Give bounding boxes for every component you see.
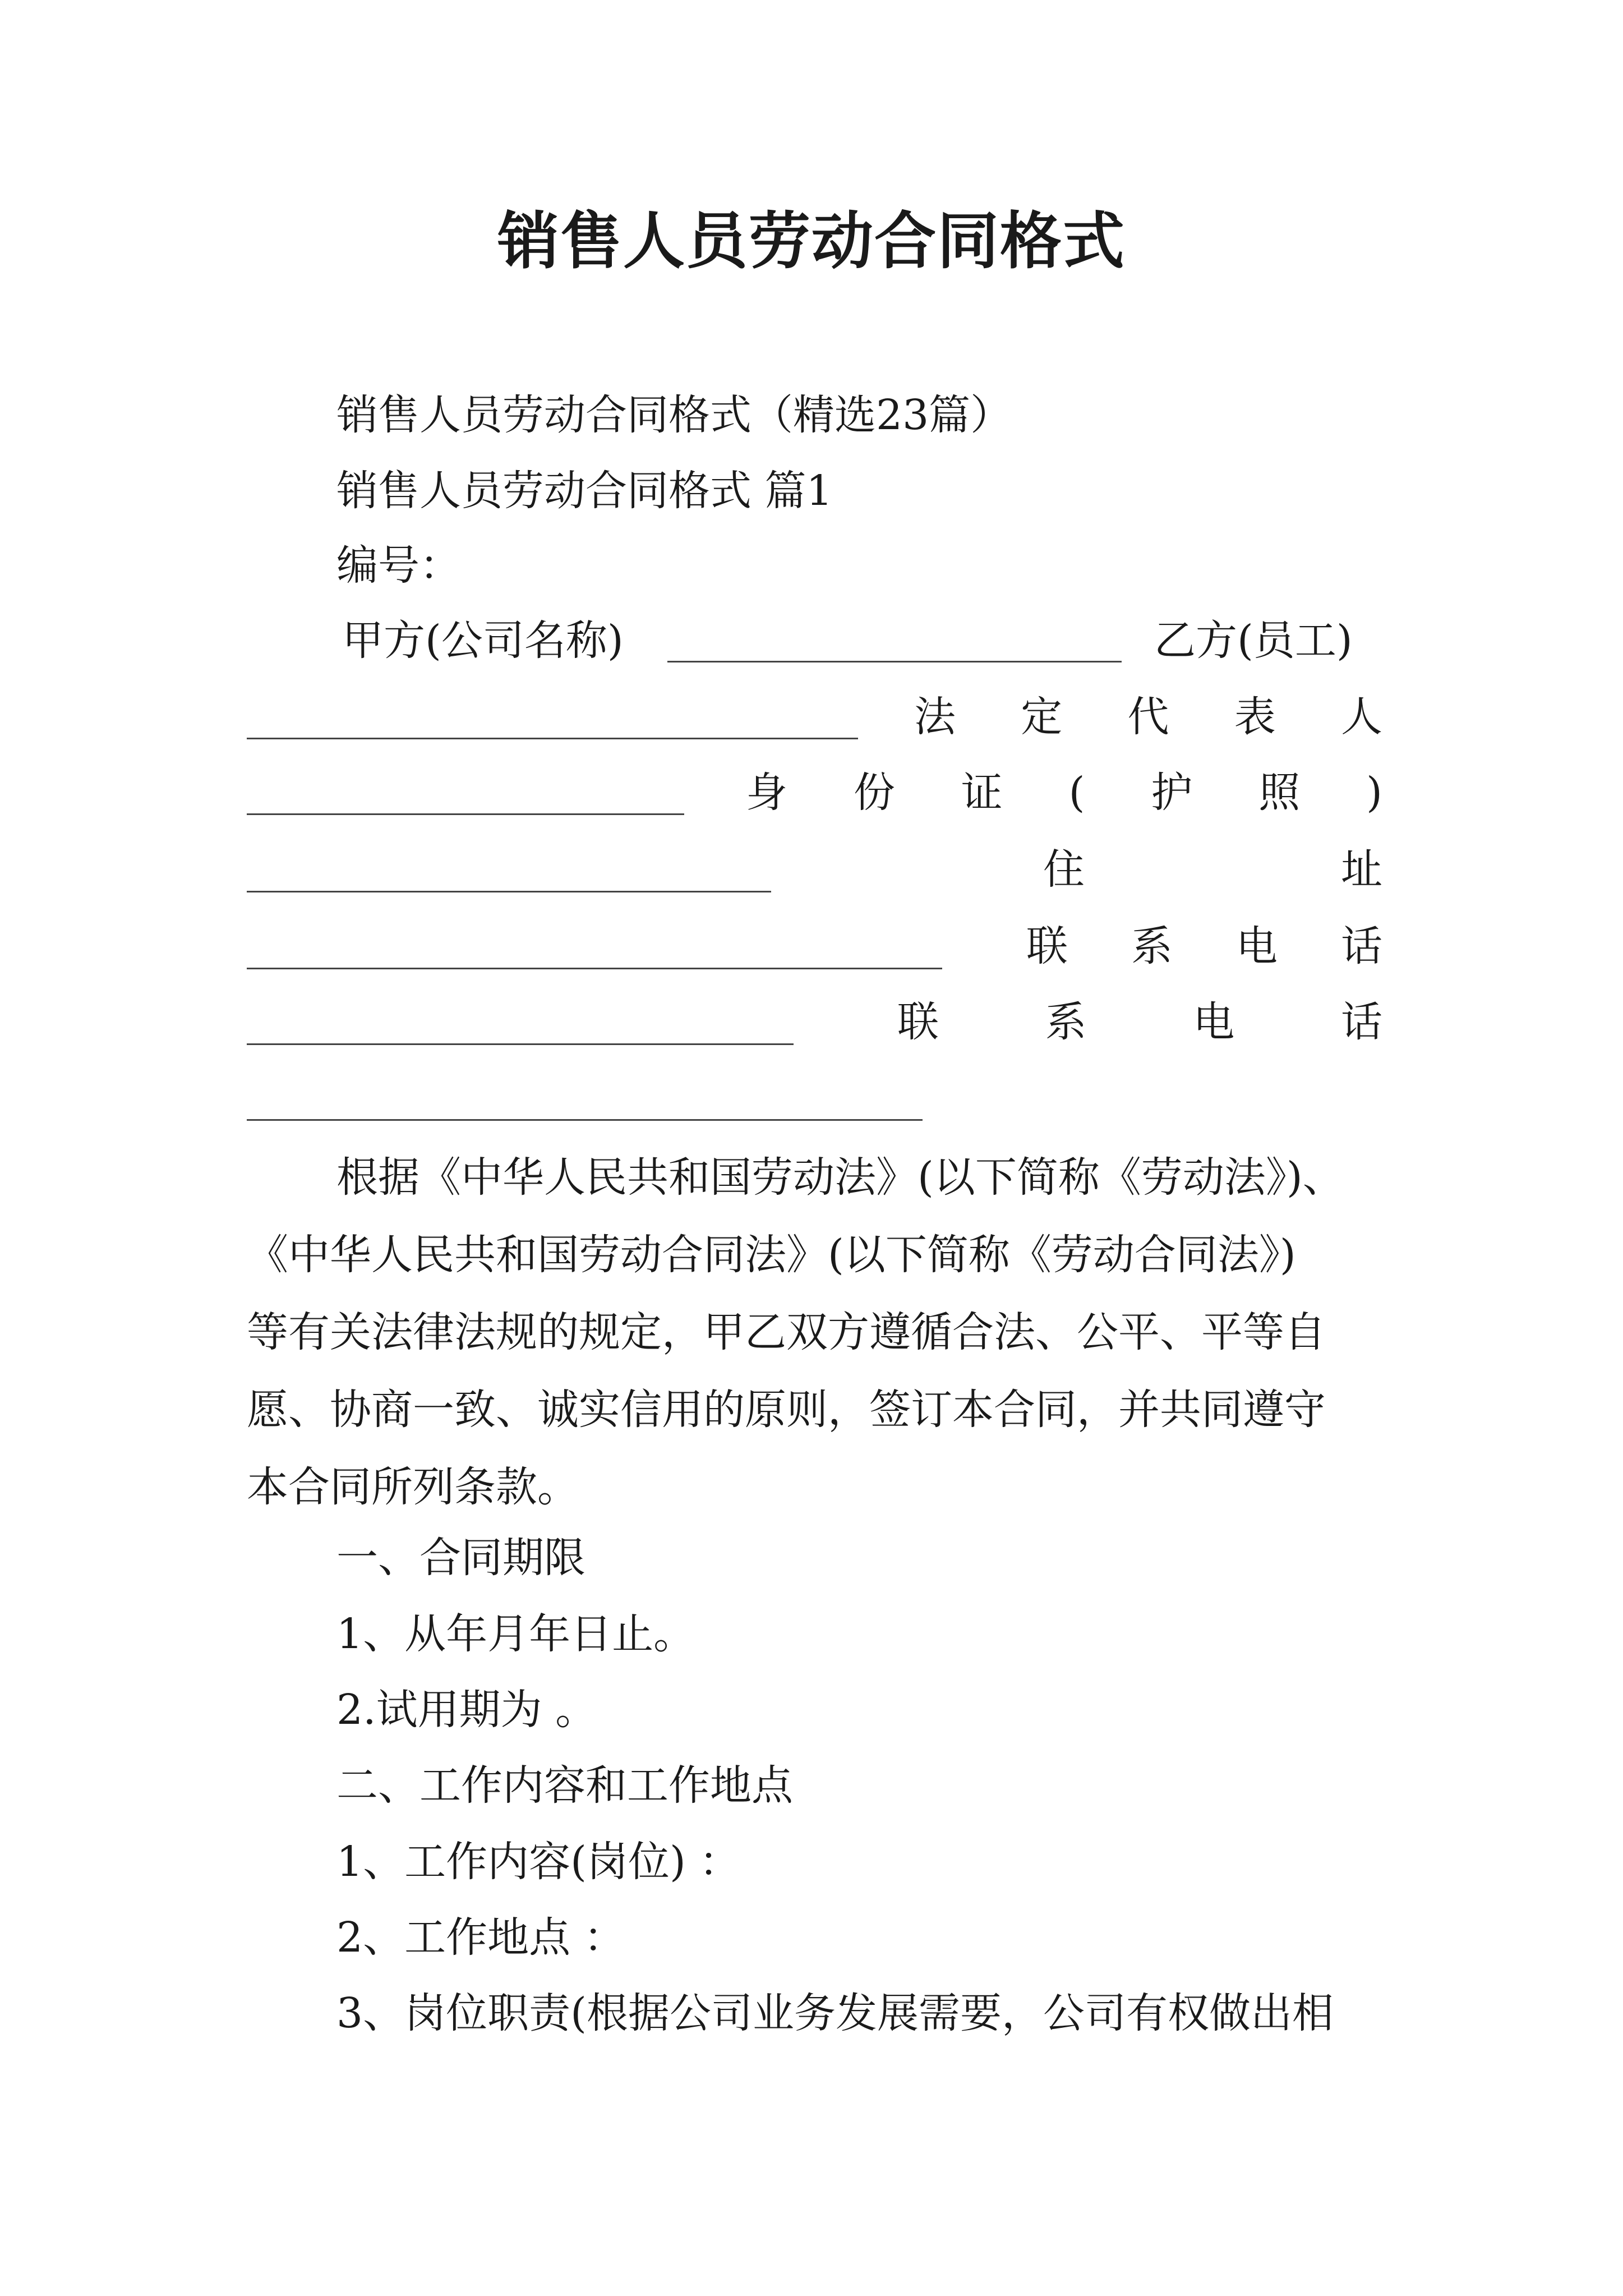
party-a-blank-line	[667, 661, 1122, 662]
legal-rep-char: 法	[914, 693, 956, 741]
preamble-line: 愿、协商一致、诚实信用的原则，签订本合同，并共同遵守	[247, 1386, 1326, 1434]
id-char: 身	[746, 769, 787, 817]
phone-char: 话	[1341, 922, 1382, 970]
phone-char: 电	[1193, 998, 1235, 1046]
id-char: 份	[853, 769, 895, 817]
phone-char: 系	[1131, 922, 1173, 970]
phone-char: 话	[1340, 998, 1382, 1046]
clause-term-heading: 一、合同期限	[336, 1534, 585, 1582]
phone-char: 联	[1026, 922, 1068, 970]
document-subtitle: 销售人员劳动合同格式（精选23篇）	[336, 391, 1012, 439]
id-char: 护	[1151, 769, 1193, 817]
clause-work-1: 1、工作内容(岗位) ：	[336, 1838, 741, 1886]
number-label: 编号：	[336, 541, 461, 590]
id-char: 证	[961, 769, 1003, 817]
id-char: (	[1068, 769, 1085, 817]
party-a-label: 甲方(公司名称)	[342, 616, 624, 665]
id-passport-label	[746, 765, 1382, 821]
address-blank-line	[247, 968, 942, 969]
phone-label	[1026, 918, 1382, 974]
preamble-line: 本合同所列条款。	[247, 1463, 579, 1511]
party-b-blank-line	[247, 738, 858, 739]
legal-rep-char: 定	[1021, 693, 1063, 741]
address-char: 住	[1043, 845, 1085, 894]
phone-char: 联	[897, 998, 939, 1046]
legal-rep-label	[914, 689, 1382, 745]
address-label	[1043, 841, 1382, 898]
phone-blank-line-2	[247, 1119, 923, 1121]
clause-term-1: 1、从年月年日止。	[336, 1610, 695, 1658]
legal-rep-blank-line	[247, 813, 684, 815]
phone-char: 系	[1045, 998, 1087, 1046]
party-b-label: 乙方(员工)	[1154, 616, 1353, 665]
address-char: 址	[1341, 845, 1382, 894]
preamble-line: 等有关法律法规的规定，甲乙双方遵循合法、公平、平等自	[247, 1308, 1326, 1356]
phone-label-2	[897, 994, 1382, 1050]
phone-blank-line	[247, 1043, 794, 1045]
clause-work-2: 2、工作地点 ：	[336, 1913, 625, 1962]
section-heading: 销售人员劳动合同格式 篇1	[336, 467, 833, 515]
id-blank-line	[247, 891, 771, 892]
legal-rep-char: 代	[1127, 693, 1169, 741]
clause-work-heading: 二、工作内容和工作地点	[336, 1761, 793, 1810]
clause-work-3: 3、岗位职责(根据公司业务发展需要，公司有权做出相	[336, 1989, 1334, 2037]
legal-rep-char: 人	[1341, 693, 1382, 741]
legal-rep-char: 表	[1234, 693, 1276, 741]
preamble-line: 根据《中华人民共和国劳动法》(以下简称《劳动法》)、	[336, 1153, 1344, 1202]
clause-term-2: 2.试用期为 。	[336, 1686, 597, 1734]
id-char: )	[1366, 769, 1382, 817]
phone-char: 电	[1236, 922, 1278, 970]
page-title: 销售人员劳动合同格式	[497, 205, 1126, 277]
preamble-paragraph	[247, 1139, 1402, 1526]
preamble-line: 《中华人民共和国劳动合同法》(以下简称《劳动合同法》)	[247, 1231, 1296, 1279]
id-char: 照	[1258, 769, 1301, 817]
